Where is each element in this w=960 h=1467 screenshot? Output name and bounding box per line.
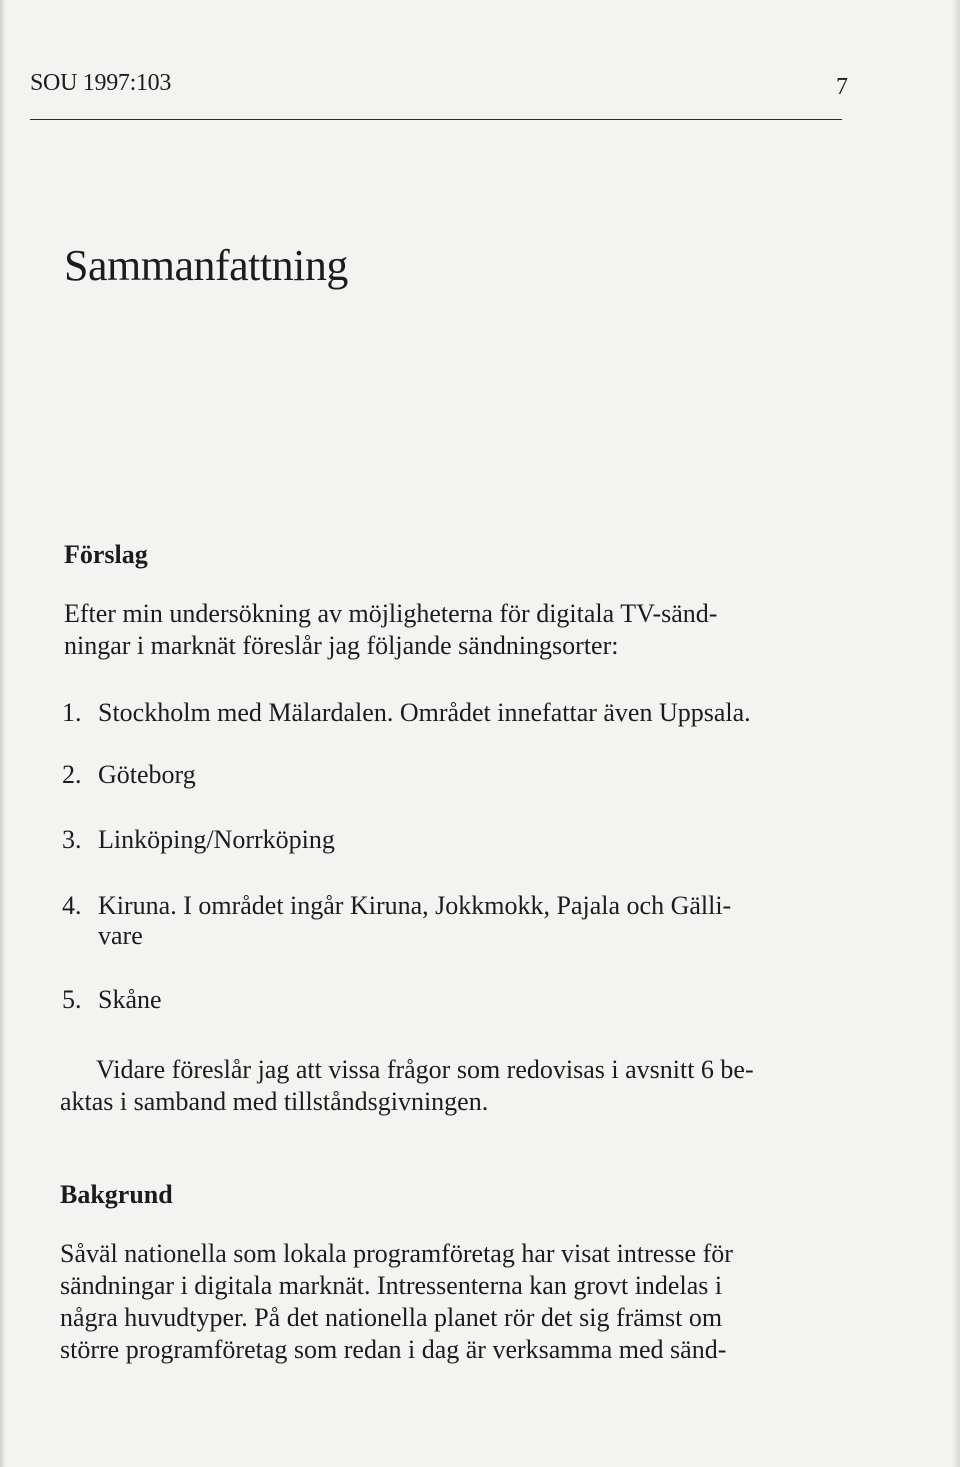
list-item-number: 2. (62, 760, 82, 789)
page-title: Sammanfattning (64, 241, 348, 290)
forslag-outro-line-1: Vidare föreslår jag att vissa frågor som redovisas i avsnitt 6 be- (96, 1055, 754, 1084)
header-divider (30, 119, 842, 120)
bakgrund-line-2: sändningar i digitala marknät. Intressenterna kan grovt indelas i (60, 1271, 723, 1300)
list-item-text-line-2: vare (98, 921, 143, 950)
list-item (62, 825, 808, 855)
page-number: 7 (836, 74, 848, 100)
forslag-outro-line-2: aktas i samband med tillståndsgivningen. (60, 1087, 489, 1116)
list-item (62, 698, 808, 728)
list-item-number: 4. (62, 891, 82, 920)
list-item-number: 3. (62, 825, 82, 854)
bakgrund-line-1: Såväl nationella som lokala programföretag har visat intresse för (60, 1239, 733, 1268)
list-item-text-line-1: Kiruna. I området ingår Kiruna, Jokkmokk, Pajala och Gälli- (98, 891, 732, 920)
forslag-intro-line-2: ningar i marknät föreslår jag följande sändningsorter: (64, 631, 619, 660)
section-heading-bakgrund: Bakgrund (60, 1180, 173, 1209)
list-item-text: Linköping/Norrköping (98, 825, 335, 854)
list-item-text: Stockholm med Mälardalen. Området innefattar även Uppsala. (98, 698, 751, 727)
list-item (62, 985, 808, 1015)
page-edge-left (0, 0, 6, 1467)
list-item-number: 1. (62, 698, 82, 727)
list-item-number: 5. (62, 985, 82, 1014)
section-heading-forslag: Förslag (64, 540, 148, 569)
list-item-text: Skåne (98, 985, 162, 1014)
forslag-intro-line-1: Efter min undersökning av möjligheterna för digitala TV-sänd- (64, 599, 718, 628)
bakgrund-line-4: större programföretag som redan i dag är verksamma med sänd- (60, 1335, 727, 1364)
bakgrund-line-3: några huvudtyper. På det nationella planet rör det sig främst om (60, 1303, 723, 1332)
page-edge-right (952, 0, 960, 1467)
list-item (62, 760, 808, 790)
list-item (62, 891, 808, 951)
list-item-text: Göteborg (98, 760, 196, 789)
publication-reference: SOU 1997:103 (30, 70, 172, 96)
